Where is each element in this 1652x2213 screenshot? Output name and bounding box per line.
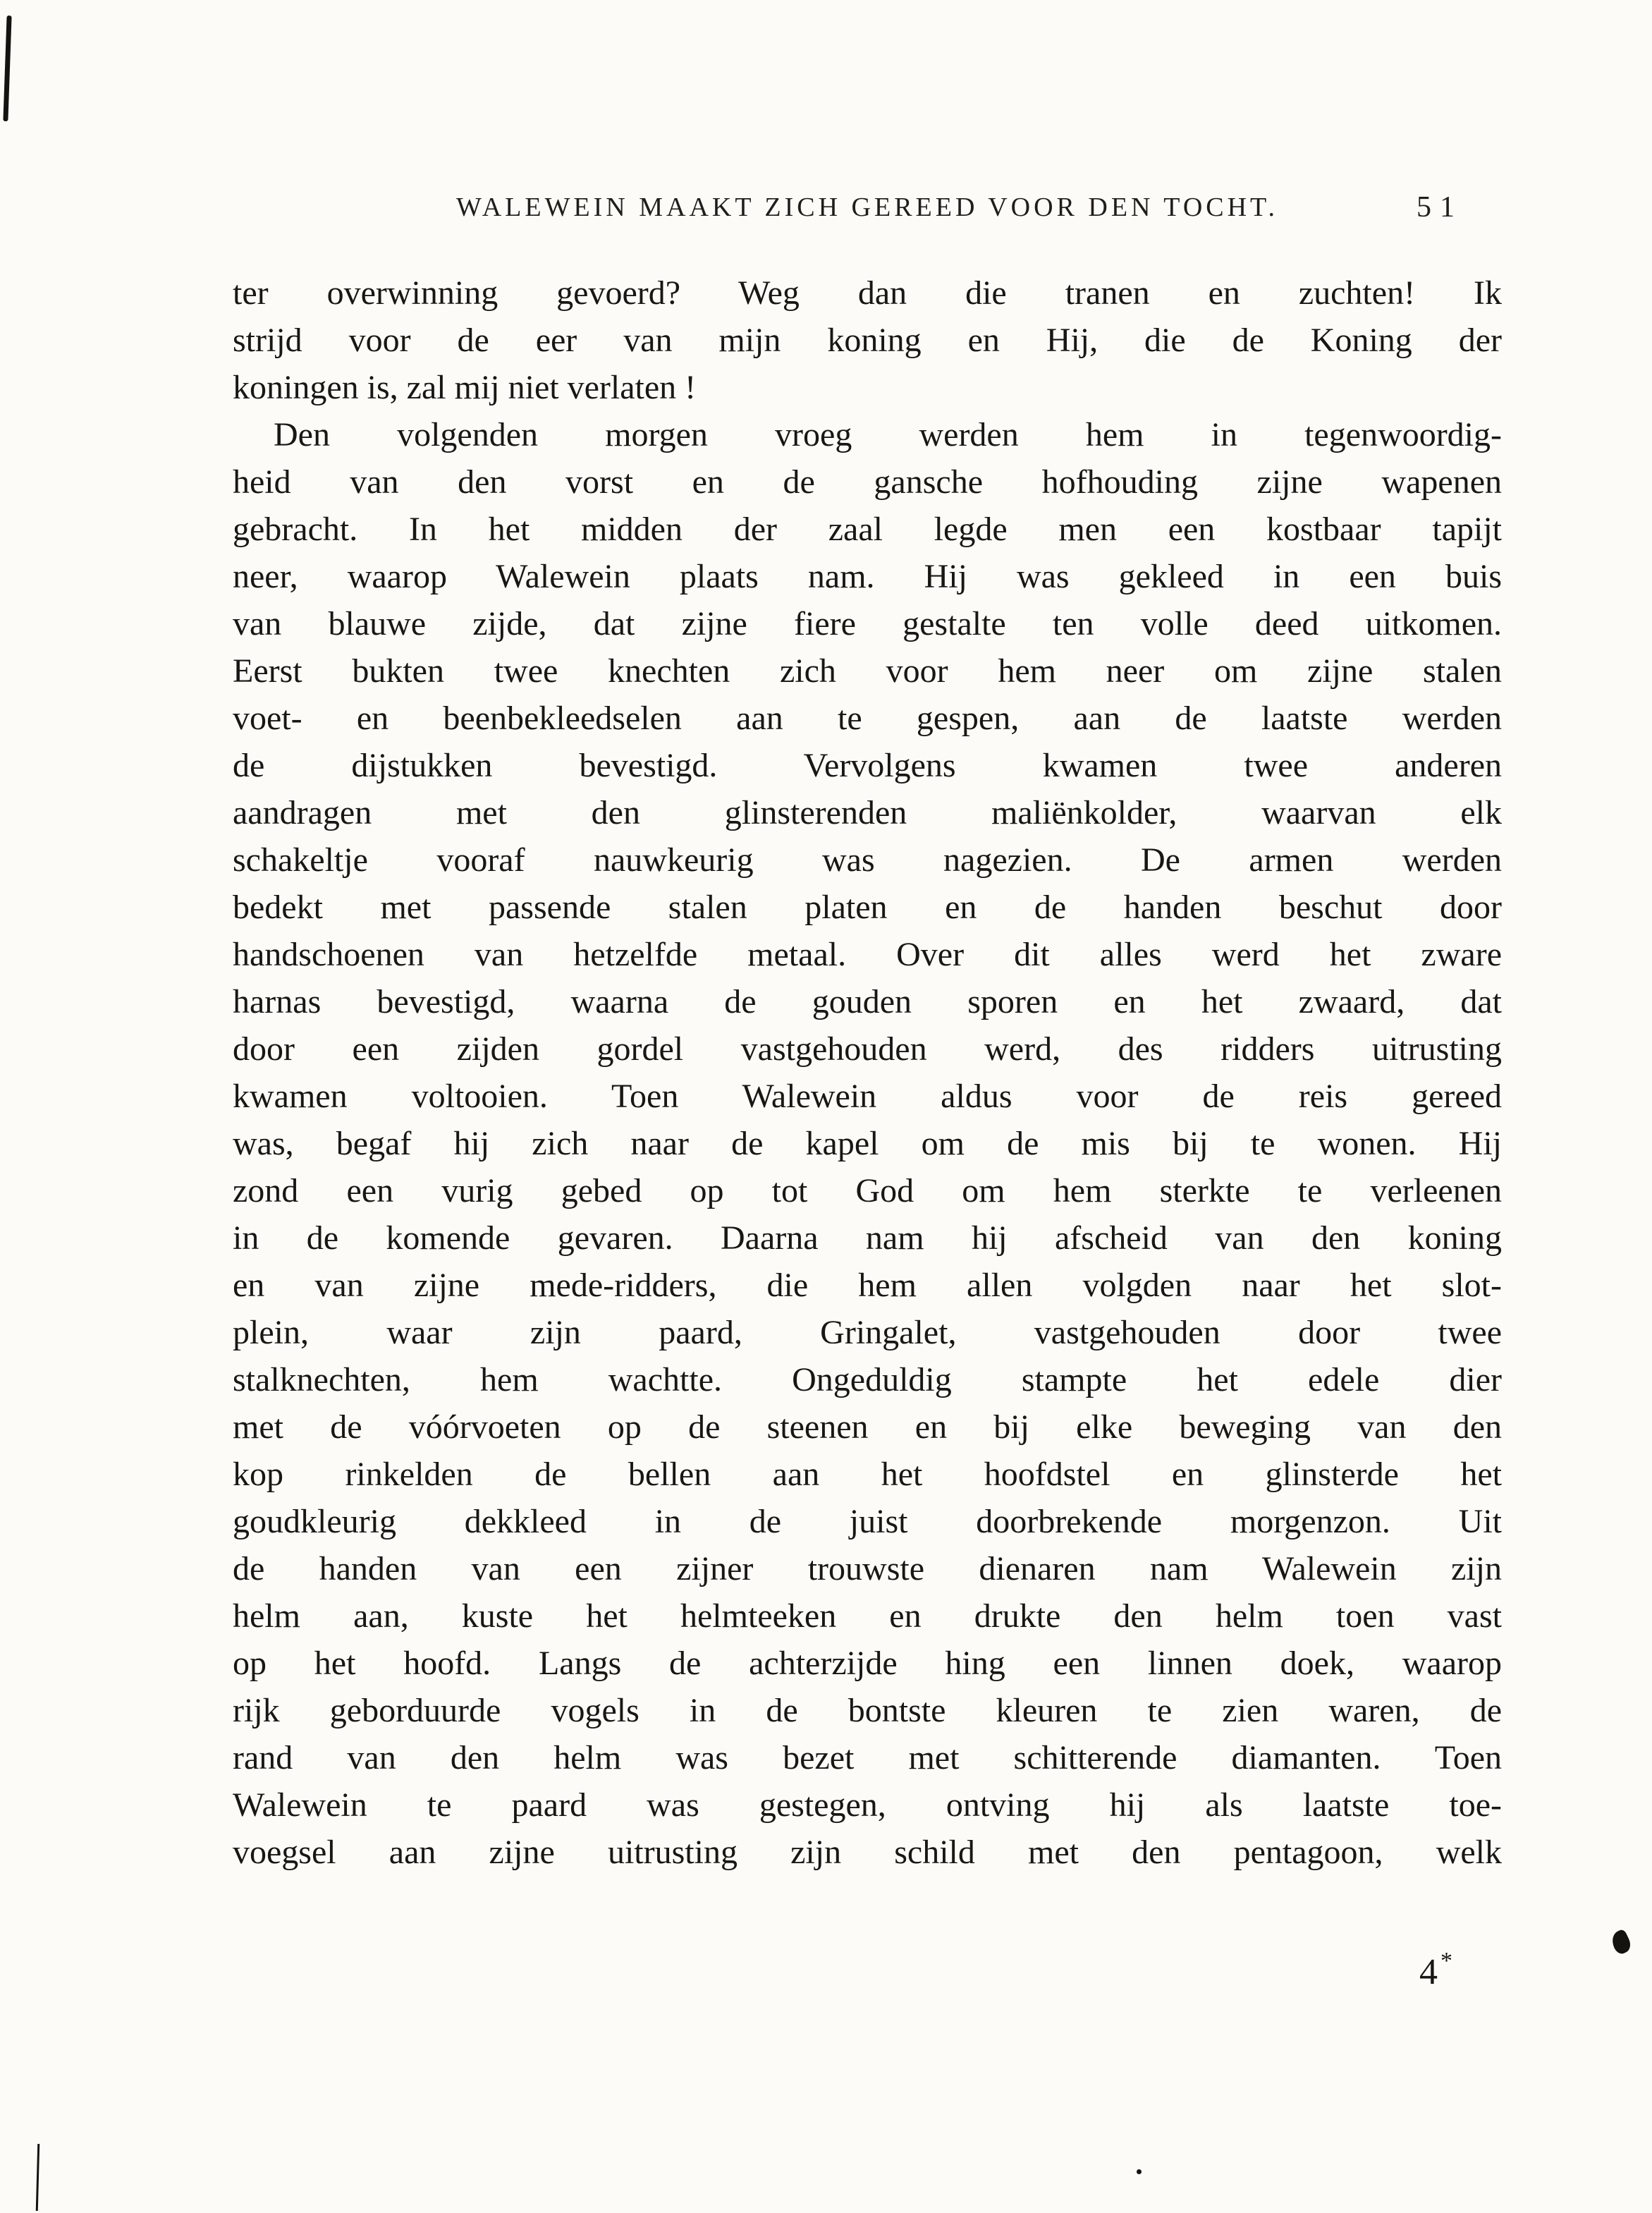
text-line: in de komende gevaren. Daarna nam hij afscheid van den koning	[233, 1219, 1502, 1257]
text-line: rijk geborduurde vogels in de bontste kleuren te zien waren, de	[233, 1692, 1502, 1729]
text-line: harnas bevestigd, waarna de gouden sporen en het zwaard, dat	[233, 983, 1502, 1020]
text-line: voet- en beenbekleedselen aan te gespen, aan de laatste werden	[233, 700, 1502, 737]
scan-artifact-right-ink-mark	[1608, 1928, 1633, 1956]
text-line: van blauwe zijde, dat zijne fiere gestalte ten volle deed uitkomen.	[233, 605, 1502, 642]
scan-artifact-bottom-left	[36, 2144, 39, 2211]
running-title: WALEWEIN MAAKT ZICH GEREED VOOR DEN TOCHT.	[456, 193, 1278, 222]
signature-mark	[1419, 1948, 1452, 1993]
text-line: neer, waarop Walewein plaats nam. Hij was gekleed in een buis	[233, 558, 1502, 595]
text-line: koningen is, zal mij niet verlaten !	[233, 369, 697, 406]
text-line: heid van den vorst en de gansche hofhouding zijne wapenen	[233, 463, 1502, 501]
text-line: helm aan, kuste het helmteeken en drukte den helm toen vast	[233, 1597, 1502, 1635]
text-line: handschoenen van hetzelfde metaal. Over dit alles werd het zware	[233, 936, 1502, 973]
text-line: schakeltje vooraf nauwkeurig was nagezien. De armen werden	[233, 841, 1502, 879]
text-line: stalknechten, hem wachtte. Ongeduldig stampte het edele dier	[233, 1361, 1502, 1398]
body-text	[233, 269, 1502, 1876]
text-line: door een zijden gordel vastgehouden werd, des ridders uitrusting	[233, 1030, 1502, 1068]
text-line: goudkleurig dekkleed in de juist doorbrekende morgenzon. Uit	[233, 1503, 1502, 1540]
text-line: strijd voor de eer van mijn koning en Hij, die de Koning der	[233, 322, 1502, 359]
text-line: zond een vurig gebed op tot God om hem sterkte te verleenen	[233, 1172, 1502, 1209]
scan-artifact-bottom-dot	[1137, 2169, 1142, 2174]
text-line: plein, waar zijn paard, Gringalet, vastgehouden door twee	[233, 1314, 1502, 1351]
text-line: rand van den helm was bezet met schitterende diamanten. Toen	[233, 1739, 1502, 1776]
text-line: Walewein te paard was gestegen, ontving hij als laatste toe-	[233, 1786, 1502, 1824]
page-header	[233, 192, 1502, 230]
text-line: voegsel aan zijne uitrusting zijn schild met den pentagoon, welk	[233, 1834, 1502, 1871]
text-line: kop rinkelden de bellen aan het hoofdstel en glinsterde het	[233, 1456, 1502, 1493]
text-line: was, begaf hij zich naar de kapel om de mis bij te wonen. Hij	[233, 1125, 1502, 1162]
text-line: met de vóórvoeten op de steenen en bij elke beweging van den	[233, 1408, 1502, 1446]
text-line: aandragen met den glinsterenden maliënkolder, waarvan elk	[233, 794, 1502, 831]
signature-asterisk: *	[1440, 1948, 1452, 1974]
text-line: kwamen voltooien. Toen Walewein aldus voor de reis gereed	[233, 1078, 1502, 1115]
text-line: de handen van een zijner trouwste dienaren nam Walewein zijn	[233, 1550, 1502, 1587]
text-line: op het hoofd. Langs de achterzijde hing een linnen doek, waarop	[233, 1645, 1502, 1682]
text-line: de dijstukken bevestigd. Vervolgens kwamen twee anderen	[233, 747, 1502, 784]
text-line: en van zijne mede-ridders, die hem allen volgden naar het slot-	[233, 1267, 1502, 1304]
text-line: ter overwinning gevoerd? Weg dan die tranen en zuchten! Ik	[233, 274, 1502, 312]
scan-artifact-top-left	[3, 16, 11, 121]
text-line: gebracht. In het midden der zaal legde men een kostbaar tapijt	[233, 511, 1502, 548]
page-number: 51	[1417, 191, 1463, 224]
signature-number: 4	[1419, 1952, 1438, 1992]
text-line: Eerst bukten twee knechten zich voor hem neer om zijne stalen	[233, 652, 1502, 690]
text-line: bedekt met passende stalen platen en de handen beschut door	[233, 889, 1502, 926]
text-line: Den volgenden morgen vroeg werden hem in tegenwoordig-	[274, 416, 1502, 453]
